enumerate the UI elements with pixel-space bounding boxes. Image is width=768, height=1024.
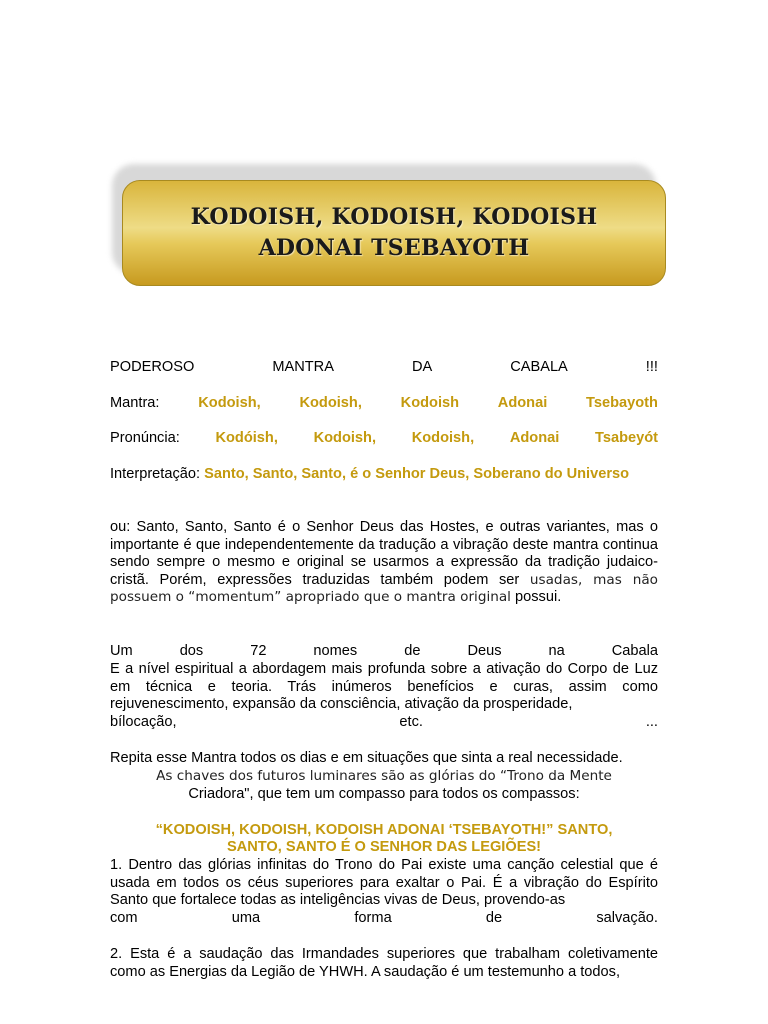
um-dos-word: de [404, 643, 421, 659]
heading-word: CABALA [510, 359, 568, 375]
banner-title-line-2: ADONAI TSEBAYOTH [258, 235, 530, 261]
banner-title-line-1: KODOISH, KODOISH, KODOISH [190, 204, 598, 230]
ou-text-part-2: usadas, mas não possuem o “momentum” apropriado que o mantra original [110, 571, 658, 606]
pronuncia-word: Kodoish, [313, 430, 377, 446]
mantra-label: Mantra: [110, 395, 160, 411]
item-1-word: uma [231, 910, 261, 926]
heading-word: MANTRA [272, 359, 334, 375]
criadora-line: Criadora", que tem um compasso para todos os compassos: [188, 786, 580, 802]
interpretacao-label: Interpretação: [110, 466, 201, 482]
item-1-last-row [110, 910, 658, 928]
item-1-word: com [110, 910, 138, 926]
chaves-line: As chaves dos futuros luminares são as glórias do “Trono da Mente [156, 768, 612, 784]
ou-paragraph [110, 519, 658, 607]
item-2-paragraph: 2. Esta é a saudação das Irmandades superiores que trabalham coletivamente como as Energias da Legião de YHWH. A saudação é um testemunho a todos, [110, 946, 658, 980]
um-dos-word: na [548, 643, 565, 659]
mantra-word: Kodoish, [198, 395, 261, 411]
nivel-paragraph: E a nível espiritual a abordagem mais profunda sobre a ativação do Corpo de Luz em técnica e teoria. Trás inúmeros benefícios e curas, assim como rejuvenescimento, expansão da consciência, ativação da prosperidade, [110, 661, 658, 713]
um-dos-word: dos [179, 643, 204, 659]
pronuncia-word: Adonai [509, 430, 560, 446]
heading-word: PODEROSO [110, 359, 195, 375]
heading-word: DA [411, 359, 433, 375]
item-1-word: de [485, 910, 503, 926]
mantra-word: Adonai [497, 395, 548, 411]
gold-heading-line-1: “KODOISH, KODOISH, KODOISH ADONAI ‘TSEBAYOTH!” SANTO, [155, 822, 613, 838]
heading-row [110, 359, 658, 377]
title-banner [122, 180, 666, 286]
um-dos-word: Deus [467, 643, 502, 659]
bilocacao-word: ... [645, 714, 658, 730]
mantra-word: Kodoish [400, 395, 460, 411]
pronuncia-label: Pronúncia: [110, 430, 180, 446]
ou-text-part-3: possui. [515, 589, 562, 606]
item-1-word: forma [354, 910, 392, 926]
interpretacao-paragraph [110, 466, 658, 484]
item-1-paragraph: 1. Dentro das glórias infinitas do Trono do Pai existe uma canção celestial que é usada em todos os céus superiores para exaltar o Pai. É a vibração do Espírito Santo que fortalece todas as inteligências vivas de Deus, provendo-as [110, 857, 658, 909]
mantra-row [110, 395, 658, 413]
um-dos-word: Cabala [611, 643, 658, 659]
ou-text-part-1: ou: Santo, Santo, Santo é o Senhor Deus das Hostes, e outras variantes, mas o importante é que independentemente da tradução a vibração deste mantra continua sendo sempre o mesmo e original se usarmos a expressão da tradição judaico-cristã. Porém, expressões traduzidas também podem ser [110, 519, 658, 588]
interpretacao-text: Santo, Santo, Santo, é o Senhor Deus, Soberano do Universo [204, 466, 630, 482]
repita-line: Repita esse Mantra todos os dias e em situações que sinta a real necessidade. [110, 750, 623, 766]
pronuncia-row [110, 430, 658, 448]
bilocacao-word: bílocação, [110, 714, 177, 730]
item-1-word: salvação. [596, 910, 658, 926]
pronuncia-word: Kodoish, [411, 430, 475, 446]
pronuncia-word: Tsabeyót [595, 430, 658, 446]
gold-heading-line-2: SANTO, SANTO É O SENHOR DAS LEGIÕES! [226, 839, 542, 855]
um-dos-word: nomes [313, 643, 358, 659]
mantra-word: Kodoish, [299, 395, 362, 411]
um-dos-row [110, 643, 658, 661]
pronuncia-word: Kodóish, [215, 430, 278, 446]
bilocacao-word: etc. [399, 714, 423, 730]
um-dos-word: 72 [250, 643, 267, 659]
mantra-word: Tsebayoth [586, 395, 658, 411]
um-dos-word: Um [110, 643, 133, 659]
heading-word: !!! [645, 359, 658, 375]
bilocacao-row [110, 714, 658, 732]
